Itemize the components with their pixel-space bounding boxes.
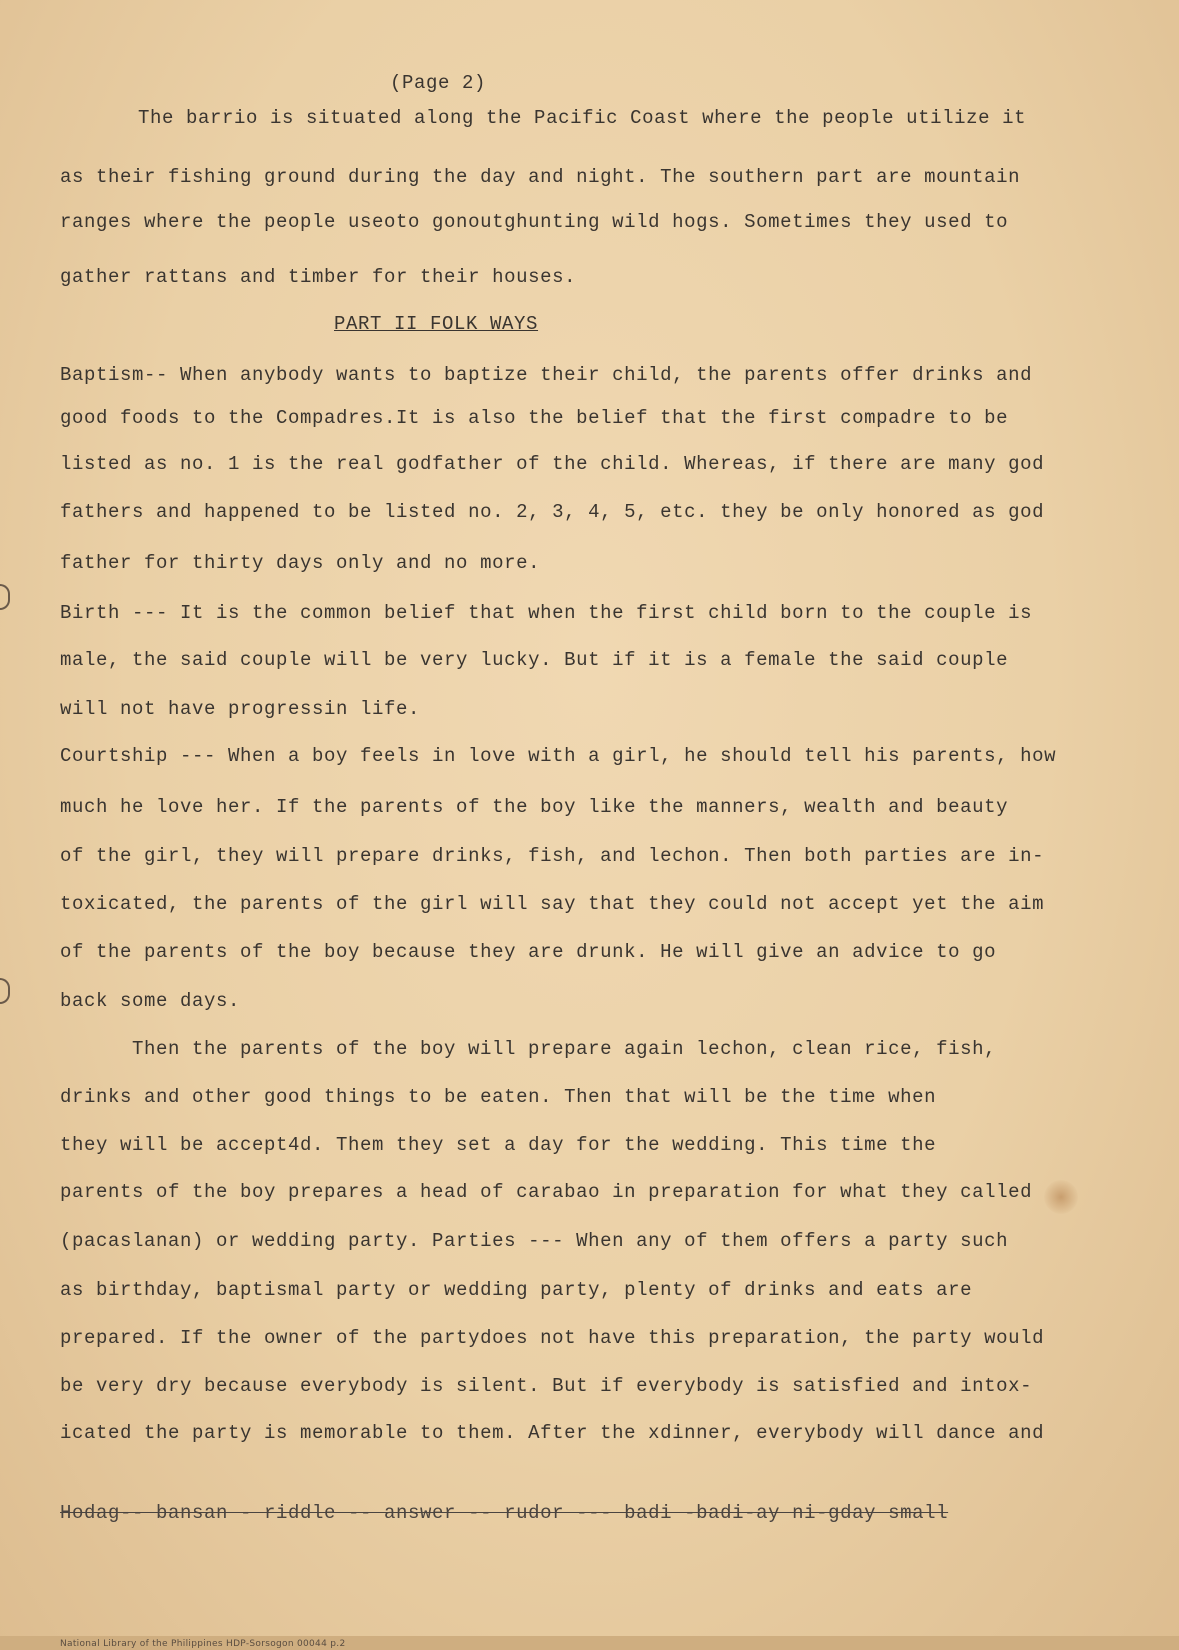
page-edge-mark [0,584,10,610]
stain-mark [1044,1180,1078,1214]
text-line: they will be accept4d. Them they set a day for the wedding. This time the [60,1134,937,1156]
text-line: drinks and other good things to be eaten. Then that will be the time when [60,1086,937,1108]
text-line: Then the parents of the boy will prepare again lechon, clean rice, fish, [132,1038,997,1060]
section-heading: PART II FOLK WAYS [334,313,539,335]
text-line: The barrio is situated along the Pacific Coast where the people utilize it [138,107,1027,129]
text-line: much he love her. If the parents of the boy like the manners, wealth and beauty [60,796,1009,818]
text-line: back some days. [60,990,241,1012]
text-line: Courtship --- When a boy feels in love with a girl, he should tell his parents, how [60,745,1057,767]
text-line: of the parents of the boy because they are drunk. He will give an advice to go [60,941,997,963]
text-line: parents of the boy prepares a head of carabao in preparation for what they called [60,1181,1033,1203]
page-edge-mark [0,978,10,1004]
page-number: (Page 2) [390,72,487,94]
text-line: father for thirty days only and no more. [60,552,541,574]
text-line: male, the said couple will be very lucky. But if it is a female the said couple [60,649,1009,671]
text-line: ranges where the people useoto gonoutghunting wild hogs. Sometimes they used to [60,211,1009,233]
text-line: prepared. If the owner of the partydoes not have this preparation, the party would [60,1327,1045,1349]
text-line: good foods to the Compadres.It is also the belief that the first compadre to be [60,407,1009,429]
text-line: toxicated, the parents of the girl will say that they could not accept yet the aim [60,893,1045,915]
text-line: listed as no. 1 is the real godfather of the child. Whereas, if there are many god [60,453,1045,475]
text-line: (pacaslanan) or wedding party. Parties --- When any of them offers a party such [60,1230,1009,1252]
text-line: icated the party is memorable to them. After the xdinner, everybody will dance and [60,1422,1045,1444]
text-line: Birth --- It is the common belief that when the first child born to the couple is [60,602,1033,624]
text-line: be very dry because everybody is silent. But if everybody is satisfied and intox- [60,1375,1033,1397]
footer-watermark: National Library of the Philippines HDP-Sorsogon 00044 p.2 [60,1639,346,1649]
text-line: as their fishing ground during the day and night. The southern part are mountain [60,166,1021,188]
text-line: will not have progressin life. [60,698,421,720]
struck-through-line: Hodag-- bansan - riddle -- answer -- rudor --- badi -badi-ay ni-gday small [60,1502,949,1524]
text-line: as birthday, baptismal party or wedding party, plenty of drinks and eats are [60,1279,973,1301]
text-line: gather rattans and timber for their houses. [60,266,577,288]
text-line: Baptism-- When anybody wants to baptize their child, the parents offer drinks and [60,364,1033,386]
text-line: fathers and happened to be listed no. 2, 3, 4, 5, etc. they be only honored as god [60,501,1045,523]
text-line: of the girl, they will prepare drinks, fish, and lechon. Then both parties are in- [60,845,1045,867]
